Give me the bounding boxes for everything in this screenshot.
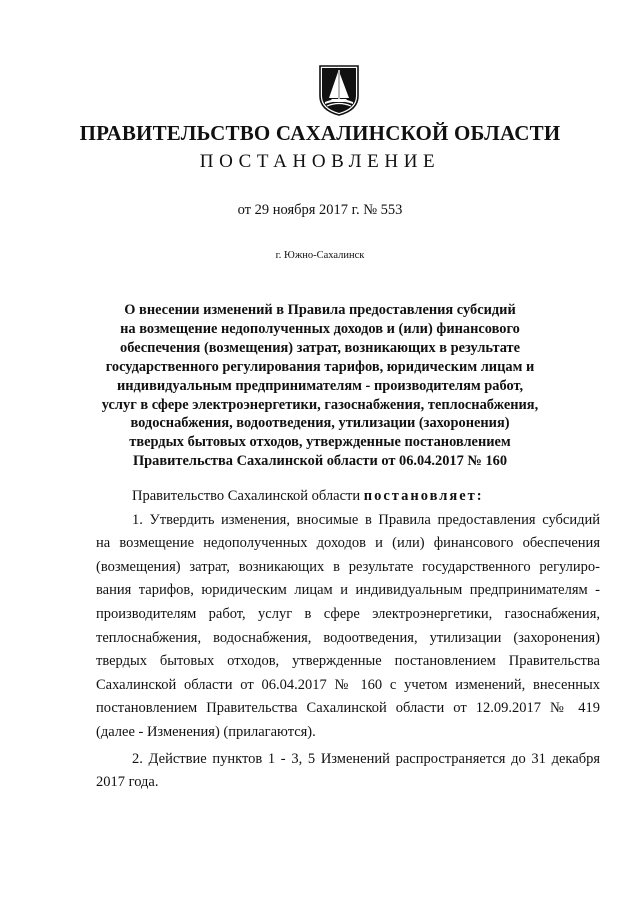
title-line: Правительства Сахалинской области от 06.04.2017 № 160 (132, 453, 508, 470)
document-body (96, 485, 600, 795)
item1-line: на возмещение недополученных доходов и (или) финансового обеспечения (96, 535, 600, 552)
organization-name: ПРАВИТЕЛЬСТВО САХАЛИНСКОЙ ОБЛАСТИ (79, 121, 561, 145)
item1-line: твердых бытовых отходов, утвержденные постановлением Правительства (96, 653, 600, 670)
document-date-number: от 29 ноября 2017 г. № 553 (237, 202, 403, 218)
item1-line: постановлением Правительства Сахалинской области от 12.09.2017 № 419 (96, 700, 600, 717)
preamble-keyword: постановляет: (363, 488, 484, 504)
title-line: водоснабжения, водоотведения, утилизации (захоронения) (130, 415, 510, 432)
item1-line: (возмещения) затрат, возникающих в результате государственного регулиро- (96, 558, 600, 575)
item1-line: 1. Утвердить изменения, вносимые в Правила предоставления субсидий (132, 511, 600, 528)
title-line: обеспечения (возмещения) затрат, возникающих в результате (120, 339, 520, 356)
title-line: твердых бытовых отходов, утвержденные постановлением (129, 434, 511, 451)
preamble-text: Правительство Сахалинской области (132, 488, 364, 504)
item1-line: вания тарифов, юридическим лицам и индивидуальным предпринимателям - (96, 582, 600, 599)
item1-line: Сахалинской области от 06.04.2017 № 160 с учетом изменений, внесенных (96, 676, 600, 693)
item1-line: (далее - Изменения) (прилагаются). (96, 723, 316, 740)
item1-line: производителям работ, услуг в сфере электроэнергетики, газоснабжения, (96, 605, 600, 622)
title-line: О внесении изменений в Правила предоставления субсидий (124, 302, 516, 318)
title-line: индивидуальным предпринимателям - производителям работ, (116, 377, 524, 394)
item2-line: 2. Действие пунктов 1 - 3, 5 Изменений распространяется до 31 декабря (132, 750, 600, 767)
document-place: г. Южно-Сахалинск (275, 250, 365, 261)
item2-line: 2017 года. (96, 774, 159, 791)
title-line: услуг в сфере электроэнергетики, газоснабжения, теплоснабжения, (101, 396, 539, 413)
document-type: ПОСТАНОВЛЕНИЕ (199, 151, 441, 172)
sakhalin-coat-of-arms-icon (318, 62, 360, 116)
title-line: на возмещение недополученных доходов и (или) финансового (120, 320, 520, 337)
document-title (60, 301, 580, 471)
preamble (96, 485, 600, 509)
title-line: государственного регулирования тарифов, юридическим лицам и (105, 358, 535, 375)
item1-line: теплоснабжения, водоснабжения, водоотведения, утилизации (захоронения) (96, 629, 600, 646)
